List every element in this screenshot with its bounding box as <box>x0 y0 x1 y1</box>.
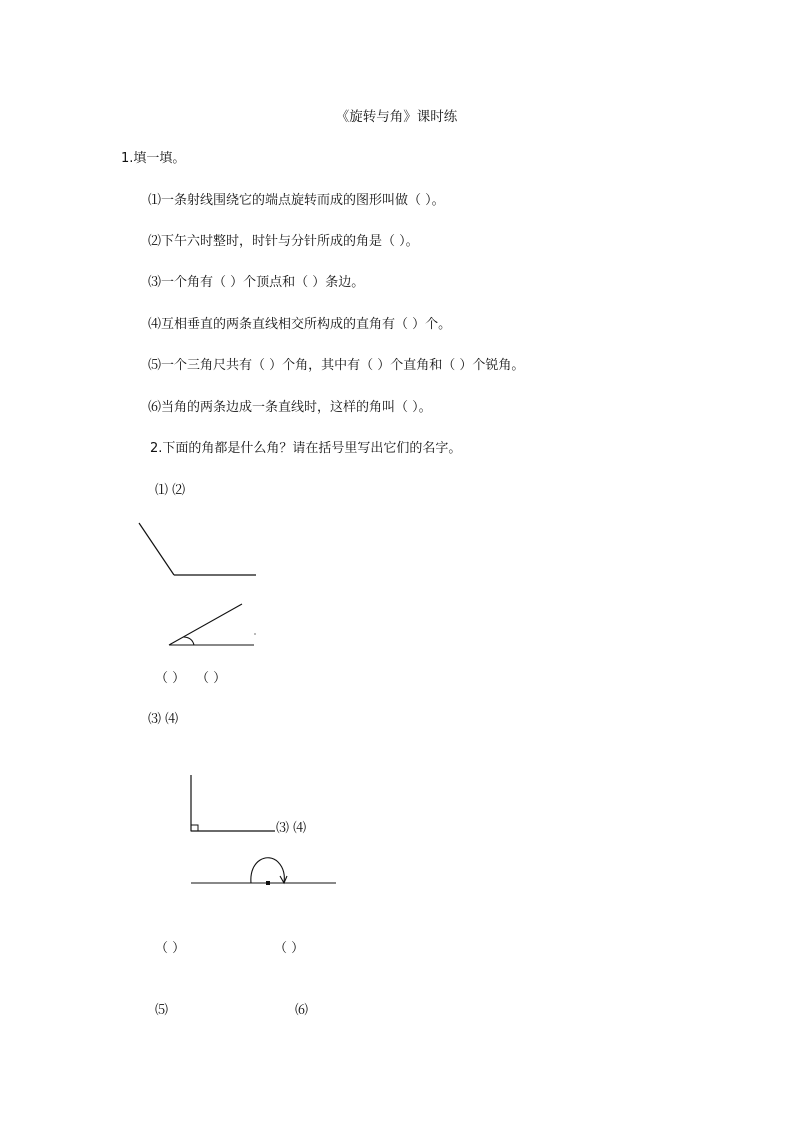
section-1-heading: 1.填一填。 <box>121 151 186 166</box>
section-2-heading: 2.下面的角都是什么角？请在括号里写出它们的名字。 <box>150 441 462 456</box>
label-angle-6: ⑹ <box>295 1003 309 1018</box>
question-1-6: ⑹当角的两条边成一条直线时，这样的角叫（ ）。 <box>148 400 432 415</box>
question-1-5: ⑸一个三角尺共有（ ）个角，其中有（ ）个直角和（ ）个锐角。 <box>148 358 525 373</box>
question-1-1: ⑴一条射线围绕它的端点旋转而成的图形叫做（ ）。 <box>148 193 445 208</box>
right-angle-figure <box>191 775 275 831</box>
question-1-4: ⑷互相垂直的两条直线相交所构成的直角有（ ）个。 <box>148 317 452 332</box>
obtuse-angle-figure <box>139 523 256 575</box>
answer-blank-4: （ ） <box>274 941 305 956</box>
label-angles-3-4: ⑶ ⑷ <box>148 712 179 727</box>
label-angle-5: ⑸ <box>155 1003 169 1018</box>
acute-angle-figure <box>169 604 256 645</box>
question-1-3: ⑶一个角有（ ）个顶点和（ ）条边。 <box>148 275 365 290</box>
answer-blank-2: （ ） <box>196 671 227 686</box>
question-1-2: ⑵下午六时整时，时针与分针所成的角是（ ）。 <box>148 234 419 249</box>
page-title: 《旋转与角》课时练 <box>335 109 458 125</box>
answer-blank-3: （ ） <box>155 941 186 956</box>
answer-blank-1: （ ） <box>155 671 186 686</box>
label-angles-1-2: ⑴ ⑵ <box>155 483 186 498</box>
straight-angle-figure <box>191 858 336 885</box>
label-angles-3-4-inline: ⑶ ⑷ <box>276 821 307 836</box>
